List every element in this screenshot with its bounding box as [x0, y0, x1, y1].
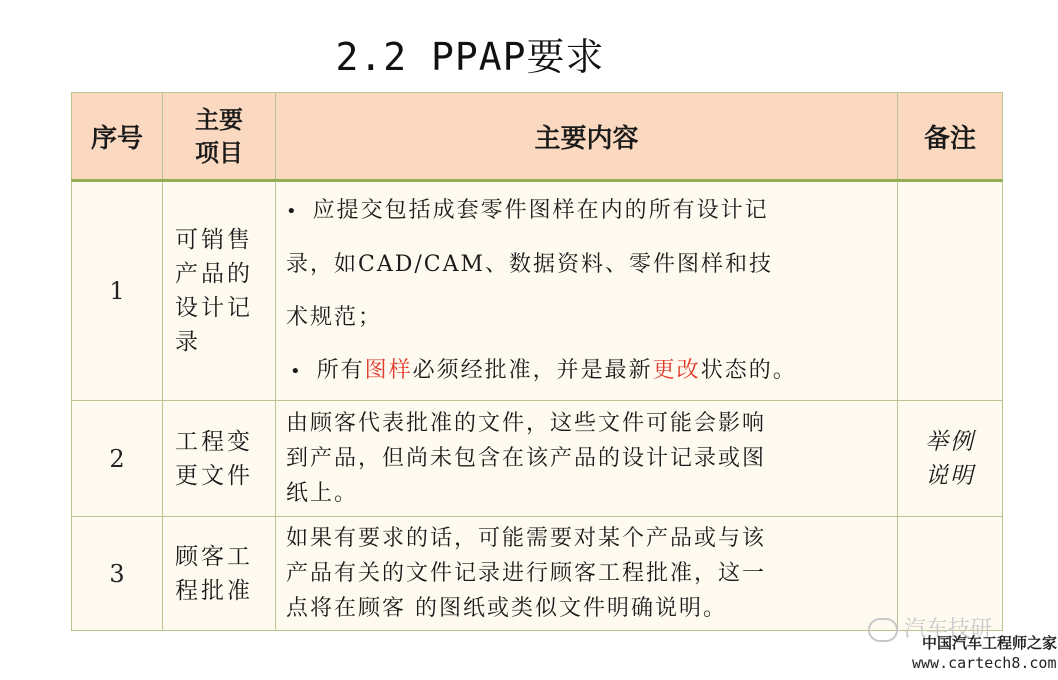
row-item-line: 录 — [175, 329, 201, 355]
header-main-item-line1: 主要 — [195, 105, 243, 134]
bullet-dot-icon: • — [290, 361, 303, 382]
note-line: 举例 — [925, 428, 975, 455]
header-remarks: 备注 — [898, 93, 1003, 181]
bullet-item — [286, 344, 891, 398]
content-line: 纸上。 — [286, 481, 359, 506]
content-line: 到产品，但尚未包含在该产品的设计记录或图 — [286, 446, 767, 471]
row-note — [898, 401, 1003, 517]
header-serial: 序号 — [72, 93, 163, 181]
ppap-requirements-table — [71, 92, 1003, 631]
watermark-site-name: 中国汽车工程师之家 — [922, 634, 1058, 652]
content-line: 点将在顾客 的图纸或类似文件明确说明。 — [286, 596, 727, 621]
watermark-url: www.cartech8.com — [912, 654, 1057, 672]
content-line: 术规范； — [286, 305, 383, 330]
content-text: 必须经批准，并是最新 — [412, 358, 653, 383]
highlight-text: 更改 — [652, 358, 701, 383]
header-main-item-line2: 项目 — [195, 138, 243, 167]
header-main-content: 主要内容 — [276, 93, 898, 181]
row-item — [163, 181, 276, 401]
row-number: 3 — [72, 517, 163, 631]
content-line: 应提交包括成套零件图样在内的所有设计记 — [312, 198, 769, 223]
highlight-text: 图样 — [364, 358, 413, 383]
row-number: 1 — [72, 181, 163, 401]
bullet-item — [286, 184, 891, 344]
row-item-line: 程批准 — [175, 577, 253, 604]
table-header-row — [72, 93, 1003, 181]
row-note — [898, 181, 1003, 401]
row-item-line: 设计记 — [175, 295, 253, 321]
page-title: 2.2 PPAP要求 — [335, 35, 605, 79]
header-main-item — [163, 93, 276, 181]
row-content — [276, 517, 898, 631]
table-row — [72, 517, 1003, 631]
bullet-dot-icon: • — [286, 201, 299, 222]
content-text: 所有 — [316, 358, 365, 383]
row-item-line: 更文件 — [175, 462, 253, 489]
note-line: 说明 — [925, 462, 975, 489]
row-item-line: 顾客工 — [175, 543, 253, 570]
content-line: 录，如CAD/CAM、数据资料、零件图样和技 — [286, 252, 774, 277]
content-line: 如果有要求的话，可能需要对某个产品或与该 — [286, 526, 767, 551]
row-item-line: 工程变 — [175, 428, 253, 455]
content-line: 由顾客代表批准的文件，这些文件可能会影响 — [286, 411, 767, 436]
row-item-line: 可销售 — [175, 227, 253, 253]
row-item-line: 产品的 — [175, 261, 253, 287]
watermark-text: 汽车技研 — [904, 617, 993, 642]
table-row — [72, 401, 1003, 517]
row-number: 2 — [72, 401, 163, 517]
content-line: 产品有关的文件记录进行顾客工程批准，这一 — [286, 561, 767, 586]
row-content — [276, 401, 898, 517]
wechat-icon — [868, 618, 898, 642]
content-text: 状态的。 — [700, 358, 797, 383]
row-item — [163, 401, 276, 517]
row-content — [276, 181, 898, 401]
row-item — [163, 517, 276, 631]
table-row — [72, 181, 1003, 401]
